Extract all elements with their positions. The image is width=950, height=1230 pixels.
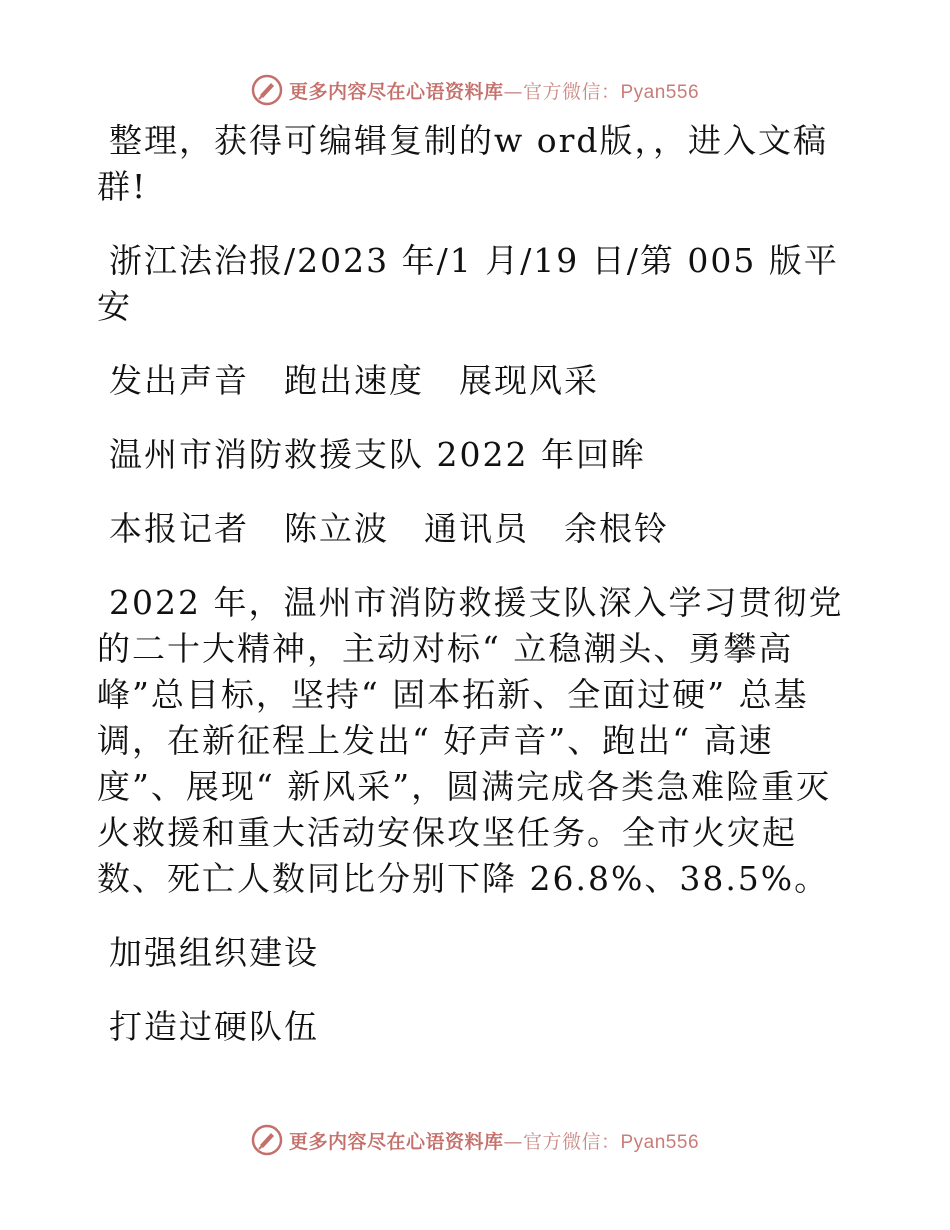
banner-text: [289, 1127, 699, 1154]
banner-separator: —: [503, 1130, 523, 1153]
paragraph-source: 浙江法治报/2023 年/1 月/19 日/第 005 版平安: [97, 241, 839, 326]
banner-main-text: 更多内容尽在心语资料库: [288, 1130, 504, 1153]
banner-main-text: 更多内容尽在心语资料库: [288, 80, 504, 103]
banner-text: [289, 77, 699, 104]
brand-logo-icon: [251, 74, 283, 106]
paragraph-subheadline: 温州市消防救援支队 2022 年回眸: [109, 435, 646, 474]
header-banner: [0, 70, 950, 110]
paragraph-section-title-2: 打造过硬队伍: [109, 1007, 319, 1046]
brand-logo-icon: [251, 1124, 283, 1156]
paragraph-intro: 整理，获得可编辑复制的w ord版，，进入文稿群!: [97, 121, 829, 206]
banner-wechat-label: 官方微信：: [522, 80, 621, 103]
banner-wechat-id: Pyan556: [620, 1131, 700, 1153]
paragraph-section-title-1: 加强组织建设: [109, 933, 319, 972]
banner-separator: —: [503, 80, 523, 103]
paragraph-byline: 本报记者 陈立波 通讯员 余根铃: [109, 509, 669, 548]
paragraph-lead: 2022 年，温州市消防救援支队深入学习贯彻党的二十大精神，主动对标“ 立稳潮头、勇攀高峰”总目标，坚持“ 固本拓新、全面过硬” 总基调，在新征程上发出“ 好声音”、跑出“ 高速度”、展现“ 新风采”，圆满完成各类急难险重灭火救援和重大活动安保攻坚任务。全市火灾起数、死亡人数同比分别下降 26.8%、38.5%。: [97, 583, 844, 898]
footer-banner: [0, 1120, 950, 1160]
paragraph-headline: 发出声音 跑出速度 展现风采: [109, 361, 599, 400]
banner-wechat-id: Pyan556: [620, 81, 700, 103]
banner-wechat-label: 官方微信：: [522, 1130, 621, 1153]
document-body: [97, 118, 857, 1078]
